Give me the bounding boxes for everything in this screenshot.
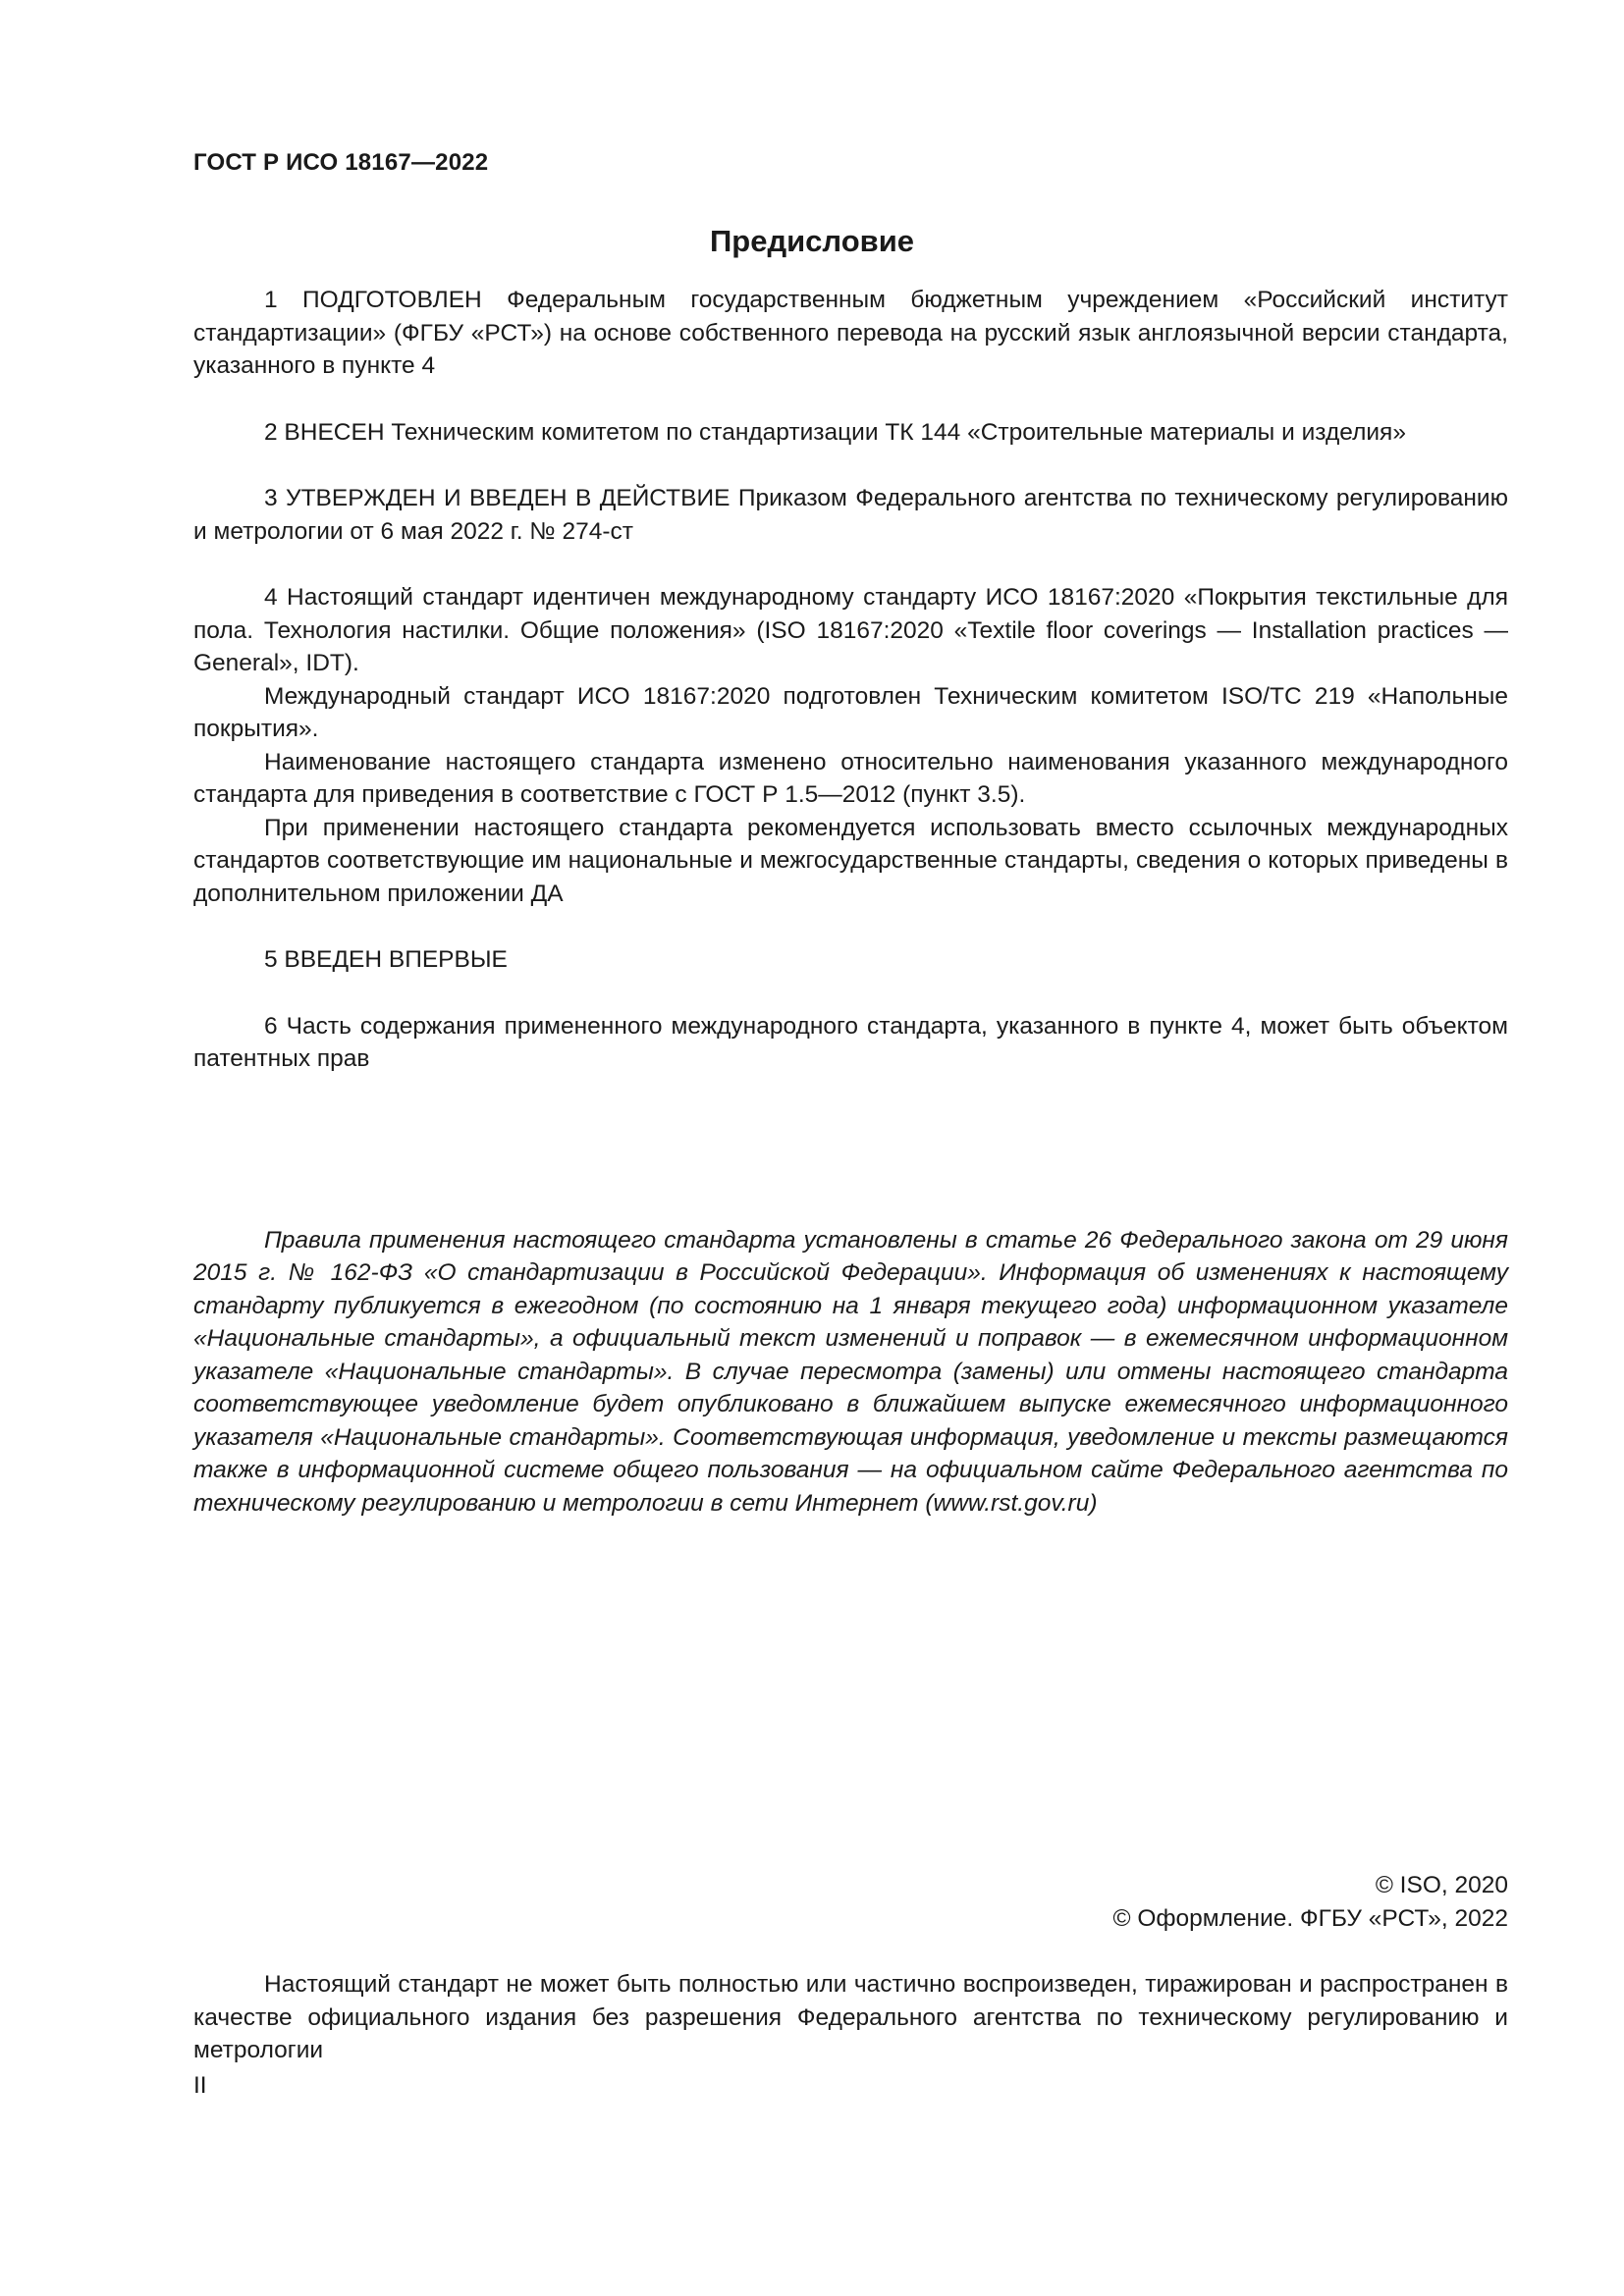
paragraph-1-prepared: 1 ПОДГОТОВЛЕН Федеральным государственным бюджетным учреждением «Российский институт стандартизации» (ФГБУ «РСТ») на основе собственного перевода на русский язык англоязычной версии стандарта, указанного в пункте 4 (193, 287, 1508, 379)
paragraph-5-first-introduced: 5 ВВЕДЕН ВПЕРВЫЕ (264, 946, 508, 973)
paragraph-4-prepared-by-tc: Международный стандарт ИСО 18167:2020 подготовлен Техническим комитетом ISO/TC 219 «Напольные покрытия». (193, 682, 1508, 742)
page-title: Предисловие (709, 224, 914, 258)
paragraph-3-approved: 3 УТВЕРЖДЕН И ВВЕДЕН В ДЕЙСТВИЕ Приказом Федерального агентства по техническому регулированию и метрологии от 6 мая 2022 г. № 274-ст (193, 485, 1508, 545)
paragraph-2-introduced: 2 ВНЕСЕН Техническим комитетом по стандартизации ТК 144 «Строительные материалы и изделия» (264, 418, 1406, 446)
paragraph-4-name-changed: Наименование настоящего стандарта изменено относительно наименования указанного международного стандарта для приведения в соответствие с ГОСТ Р 1.5—2012 (пункт 3.5). (193, 748, 1508, 808)
document-code: ГОСТ Р ИСО 18167—2022 (193, 149, 489, 176)
rules-notice: Правила применения настоящего стандарта установлены в статье 26 Федерального закона от 29 июня 2015 г. № 162-ФЗ «О стандартизации в Российской Федерации». Информация об изменениях к настоящему стандарту публикуется в ежегодном (по состоянию на 1 января текущего года) информационном указателе «Национальные стандарты», а официальный текст изменений и поправок — в ежемесячном информационном указателе «Национальные стандарты». В случае пересмотра (замены) или отмены настоящего стандарта соответствующее уведомление будет опубликовано в ближайшем выпуске ежемесячного информационного указателя «Национальные стандарты». Соответствующая информация, уведомление и тексты размещаются также в информационной системе общего пользования — на официальном сайте Федерального агентства по техническому регулированию и метрологии в сети Интернет (www.rst.gov.ru) (193, 1226, 1508, 1517)
paragraph-4-identical: 4 Настоящий стандарт идентичен международному стандарту ИСО 18167:2020 «Покрытия текстильные для пола. Технология настилки. Общие положения» (ISO 18167:2020 «Textile floor coverings — Installation practices — General», IDT). (193, 584, 1508, 676)
paragraph-6-patent-rights: 6 Часть содержания примененного международного стандарта, указанного в пункте 4, может быть объектом патентных прав (193, 1012, 1508, 1072)
preface-body (193, 284, 1508, 1076)
copyright-design: © Оформление. ФГБУ «РСТ», 2022 (1112, 1904, 1508, 1932)
page-number: II (193, 2072, 207, 2099)
paragraph-4-references: При применении настоящего стандарта рекомендуется использовать вместо ссылочных международных стандартов соответствующие им национальные и межгосударственные стандарты, сведения о которых приведены в дополнительном приложении ДА (193, 814, 1508, 907)
copyright-iso: © ISO, 2020 (1375, 1872, 1508, 1898)
copyright-block (1112, 1869, 1508, 1935)
reproduction-notice: Настоящий стандарт не может быть полностью или частично воспроизведен, тиражирован и распространен в качестве официального издания без разрешения Федерального агентства по техническому регулированию и метрологии (193, 1971, 1508, 2063)
